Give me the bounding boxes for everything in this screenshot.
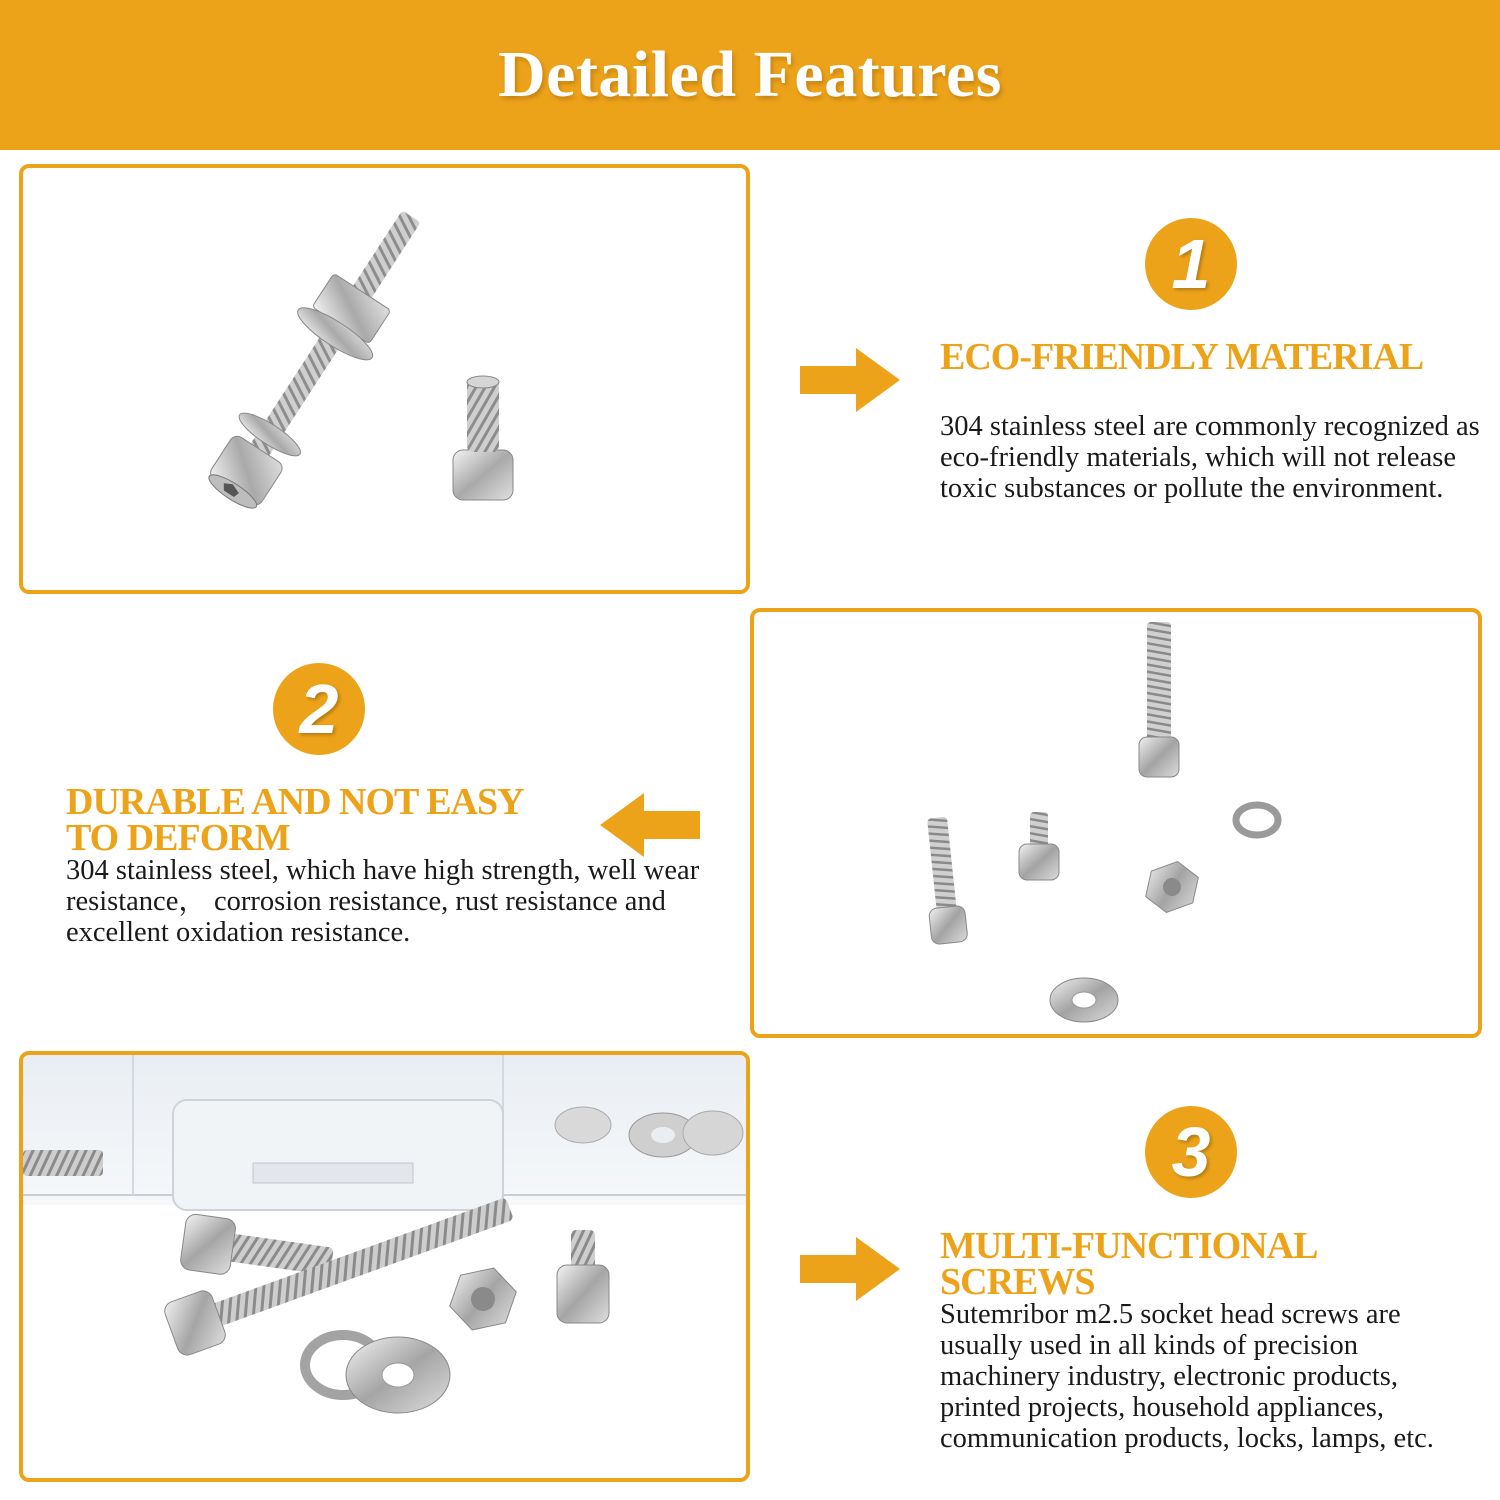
product-image-loose-parts bbox=[750, 608, 1482, 1038]
arrow-right-icon bbox=[800, 348, 900, 412]
feature-title-3-line2: SCREWS bbox=[940, 1261, 1095, 1303]
feature-number-badge-2: 2 bbox=[273, 663, 365, 755]
feature-title-1-text: ECO-FRIENDLY MATERIAL bbox=[940, 336, 1424, 378]
product-image-bolt-assembly bbox=[19, 164, 750, 594]
feature-title-2-line2: TO DEFORM bbox=[66, 817, 290, 859]
feature-number-badge-3: 3 bbox=[1145, 1106, 1237, 1198]
feature-title-3 bbox=[940, 1225, 1460, 1303]
arrow-left-icon bbox=[600, 793, 700, 857]
feature-description-1: 304 stainless steel are commonly recognized as eco-friendly materials, which will not release toxic substances or pollute the environment. bbox=[940, 411, 1480, 504]
header-banner bbox=[0, 0, 1500, 150]
feature-title-2-line1: DURABLE AND NOT EASY bbox=[66, 781, 524, 823]
arrow-right-icon bbox=[800, 1237, 900, 1301]
feature-description-3: Sutemribor m2.5 socket head screws are usually used in all kinds of precision machinery industry, electronic products, printed projects, household appliances, communication products, locks, lamps, etc. bbox=[940, 1299, 1434, 1454]
feature-number-badge-1: 1 bbox=[1145, 218, 1237, 310]
feature-title-2 bbox=[66, 781, 586, 859]
product-image-storage-box-parts bbox=[19, 1051, 750, 1482]
feature-description-2: 304 stainless steel, which have high strength, well wear resistance， corrosion resistance, rust resistance and excellent oxidation resistance. bbox=[66, 855, 700, 948]
feature-title-1 bbox=[940, 336, 1480, 378]
page-title: Detailed Features bbox=[498, 38, 1002, 111]
feature-title-3-line1: MULTI-FUNCTIONAL bbox=[940, 1225, 1318, 1267]
